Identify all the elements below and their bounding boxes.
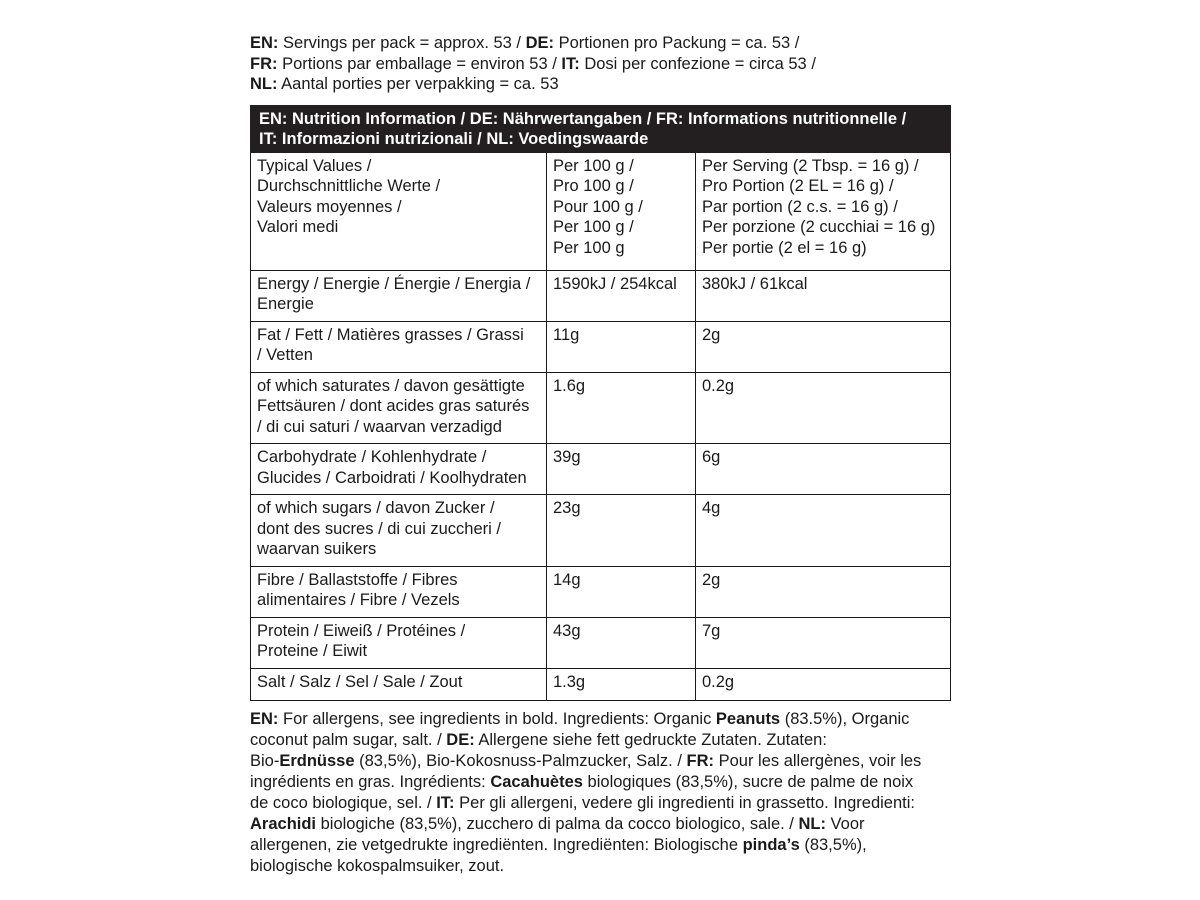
nutrient-label-line: of which saturates / davon gesättigte: [257, 376, 525, 395]
text-segment: For allergens, see ingredients in bold. Ingredients: Organic: [278, 709, 716, 728]
text-segment: (83,5%), Bio-Kokosnuss-Palmzucker, Salz. /: [354, 751, 687, 770]
value-per-100g: 23g: [547, 495, 696, 567]
value-per-serving: 7g: [696, 617, 951, 668]
column-head-typical-values: [251, 152, 547, 270]
column-head-line: Pro Portion (2 EL = 16 g) /: [702, 177, 894, 195]
text-segment: (83,5%),: [799, 835, 867, 854]
nutrient-label-line: Energy / Energie / Énergie / Energia /: [257, 274, 531, 293]
column-head-line: Per 100 g: [553, 238, 625, 257]
bold-text: Cacahuètes: [490, 772, 583, 791]
column-heads-row: [251, 152, 951, 270]
table-row: [251, 566, 951, 617]
table-row: [251, 668, 951, 700]
bold-text: FR:: [250, 54, 278, 73]
table-header-row: [251, 105, 951, 152]
value-per-serving: 2g: [696, 321, 951, 372]
bold-text: IT:: [436, 793, 455, 812]
nutrient-label: [251, 372, 547, 444]
text-line: [250, 772, 950, 793]
nutrient-label: [251, 668, 547, 700]
nutrient-label-line: waarvan suikers: [257, 540, 377, 558]
value-per-100g: 1.3g: [547, 668, 696, 700]
column-head-line: Per 100 g /: [553, 156, 634, 175]
text-segment: Dosi per confezione = circa 53 /: [579, 54, 816, 73]
text-segment: Portions par emballage = environ 53 /: [277, 54, 562, 73]
nutrient-label-line: / Vetten: [257, 346, 313, 364]
value-per-serving: 380kJ / 61kcal: [696, 270, 951, 321]
value-per-serving: 0.2g: [696, 668, 951, 700]
table-row: [251, 617, 951, 668]
text-segment: Allergene siehe fett gedruckte Zutaten. Zutaten:: [474, 730, 827, 749]
text-line: [250, 751, 950, 772]
nutrient-label-line: Protein / Eiweiß / Protéines /: [257, 621, 466, 640]
nutrient-label: [251, 444, 547, 495]
column-head-line: Durchschnittliche Werte /: [257, 177, 441, 195]
value-per-100g: 11g: [547, 321, 696, 372]
text-segment: biologiche (83,5%), zucchero di palma da cocco biologico, sale. /: [316, 814, 799, 833]
column-head-line: Valori medi: [257, 218, 339, 236]
bold-text: IT:: [561, 54, 580, 73]
bold-text: FR:: [686, 751, 715, 770]
text-line: [250, 835, 950, 856]
ingredients-text: [250, 709, 950, 877]
text-segment: Per gli allergeni, vedere gli ingredienti in grassetto. Ingredienti:: [454, 793, 915, 812]
text-line: [250, 74, 950, 95]
table-title: [251, 105, 951, 152]
text-segment: biologiques (83,5%), sucre de palme de noix: [582, 772, 914, 791]
text-segment: Voor: [825, 814, 865, 833]
value-per-serving: 4g: [696, 495, 951, 567]
text-segment: Servings per pack = approx. 53 /: [278, 34, 526, 52]
nutrient-label: [251, 617, 547, 668]
value-per-serving: 6g: [696, 444, 951, 495]
column-head-line: Per Serving (2 Tbsp. = 16 g) /: [702, 156, 919, 175]
text-line: [250, 709, 950, 730]
column-head-line: Pro 100 g /: [553, 177, 634, 195]
text-segment: de coco biologique, sel. /: [250, 793, 437, 812]
servings-info: [250, 33, 950, 95]
nutrient-label: [251, 321, 547, 372]
table-row: [251, 270, 951, 321]
nutrition-label: [250, 33, 950, 877]
column-head-line: Typical Values /: [257, 156, 372, 175]
table-row: [251, 495, 951, 567]
text-segment: ingrédients en gras. Ingrédients:: [250, 772, 491, 791]
text-segment: coconut palm sugar, salt. /: [250, 730, 447, 749]
text-segment: Pour les allergènes, voir les: [714, 751, 922, 770]
nutrient-label-line: alimentaires / Fibre / Vezels: [257, 591, 460, 609]
nutrient-label-line: Proteine / Eiwit: [257, 642, 368, 660]
text-segment: Portionen pro Packung = ca. 53 /: [554, 34, 800, 52]
nutrition-table: [250, 105, 951, 701]
text-segment: allergenen, zie vetgedrukte ingrediënten. Ingrediënten: Biologische: [250, 835, 743, 854]
nutrient-label-line: Fibre / Ballaststoffe / Fibres: [257, 570, 458, 589]
text-segment: (83.5%), Organic: [780, 709, 910, 728]
column-head-line: Per porzione (2 cucchiai = 16 g): [702, 218, 936, 236]
bold-text: EN:: [250, 34, 279, 52]
text-line: [250, 856, 950, 877]
text-line: [250, 54, 950, 75]
bold-text: Erdnüsse: [279, 751, 355, 770]
bold-text: pinda’s: [742, 835, 800, 854]
nutrient-label-line: Carbohydrate / Kohlenhydrate /: [257, 448, 487, 466]
text-line: [250, 814, 950, 835]
bold-text: Arachidi: [250, 814, 317, 833]
nutrient-label-line: Salt / Salz / Sel / Sale / Zout: [257, 672, 463, 691]
column-head-line: Par portion (2 c.s. = 16 g) /: [702, 197, 898, 216]
column-head-per-serving: [696, 152, 951, 270]
bold-text: NL:: [250, 75, 278, 93]
text-line: [250, 33, 950, 54]
table-title-line: EN: Nutrition Information / DE: Nährwertangaben / FR: Informations nutritionnelle /: [259, 109, 907, 128]
column-head-per-100g: [547, 152, 696, 270]
column-head-line: Valeurs moyennes /: [257, 197, 402, 216]
text-line: [250, 730, 950, 751]
table-row: [251, 321, 951, 372]
table-title-line: IT: Informazioni nutrizionali / NL: Voedingswaarde: [259, 129, 649, 148]
bold-text: EN:: [250, 709, 279, 728]
value-per-100g: 1.6g: [547, 372, 696, 444]
text-segment: Aantal porties per verpakking = ca. 53: [277, 75, 559, 93]
nutrient-label-line: dont des sucres / di cui zuccheri /: [257, 519, 501, 538]
nutrient-label-line: Glucides / Carboidrati / Koolhydraten: [257, 468, 527, 487]
column-head-line: Per portie (2 el = 16 g): [702, 238, 867, 257]
nutrient-label-line: Energie: [257, 295, 314, 313]
nutrient-label: [251, 495, 547, 567]
value-per-100g: 39g: [547, 444, 696, 495]
bold-text: NL:: [798, 814, 826, 833]
text-segment: biologische kokospalmsuiker, zout.: [250, 856, 505, 875]
bold-text: Peanuts: [715, 709, 781, 728]
value-per-100g: 14g: [547, 566, 696, 617]
nutrient-label-line: Fat / Fett / Matières grasses / Grassi: [257, 325, 524, 344]
table-row: [251, 372, 951, 444]
text-segment: Bio-: [250, 751, 280, 770]
nutrient-label-line: of which sugars / davon Zucker /: [257, 499, 495, 517]
nutrient-label-line: Fettsäuren / dont acides gras saturés: [257, 397, 530, 415]
nutrient-label: [251, 270, 547, 321]
column-head-line: Per 100 g /: [553, 218, 634, 236]
nutrient-label: [251, 566, 547, 617]
value-per-serving: 0.2g: [696, 372, 951, 444]
value-per-100g: 43g: [547, 617, 696, 668]
table-row: [251, 444, 951, 495]
value-per-serving: 2g: [696, 566, 951, 617]
bold-text: DE:: [446, 730, 475, 749]
nutrient-label-line: / di cui saturi / waarvan verzadigd: [257, 417, 502, 436]
value-per-100g: 1590kJ / 254kcal: [547, 270, 696, 321]
bold-text: DE:: [525, 34, 555, 52]
text-line: [250, 793, 950, 814]
column-head-line: Pour 100 g /: [553, 197, 643, 216]
